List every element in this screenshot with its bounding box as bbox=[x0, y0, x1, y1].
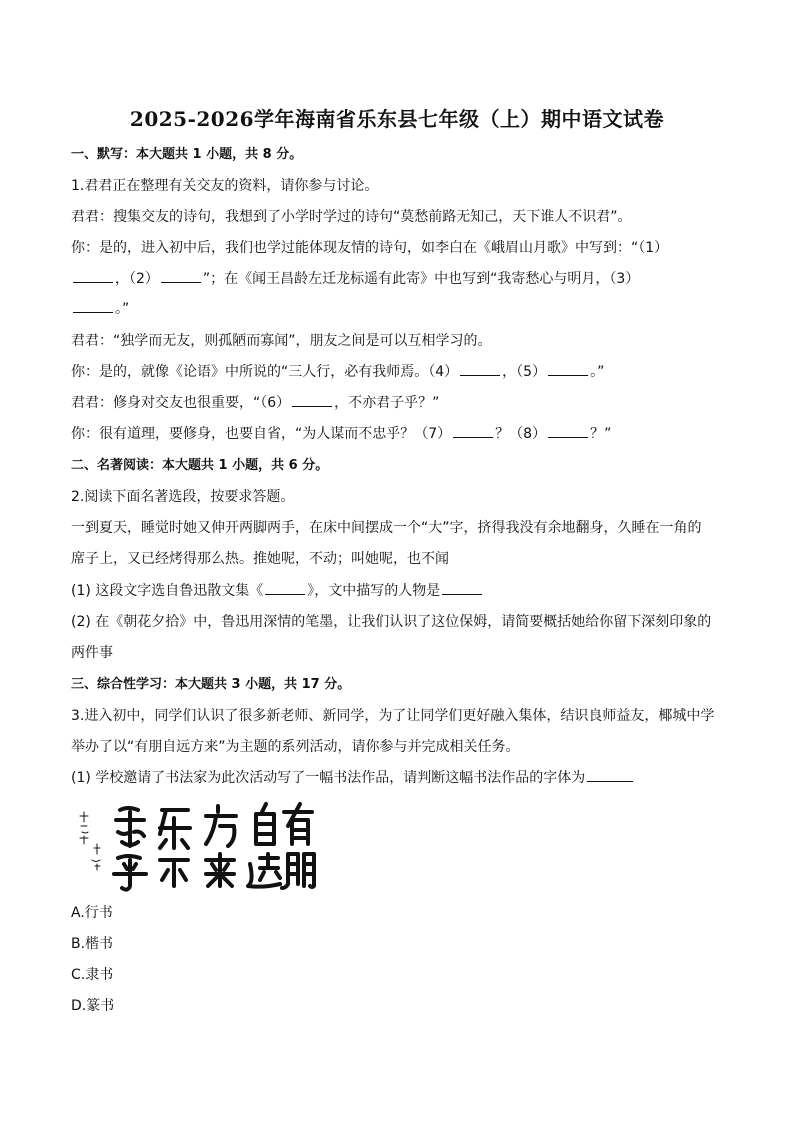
answer-blank-2[interactable] bbox=[161, 270, 201, 283]
answer-blank-5[interactable] bbox=[548, 363, 588, 376]
calligraphy-image bbox=[70, 798, 320, 894]
page-title: 2025-2026学年海南省乐东县七年级（上）期中语文试卷 bbox=[129, 107, 665, 131]
question-1-stem: 1.君君正在整理有关交友的资料，请你参与讨论。 bbox=[71, 178, 379, 194]
answer-blank-8[interactable] bbox=[548, 425, 588, 438]
q1-line-1: 君君：搜集交友的诗句，我想到了小学时学过的诗句“莫愁前路无知己，天下谁人不识君”。 bbox=[71, 209, 632, 225]
q2-sub-2-line-1: (2) 在《朝花夕拾》中，鲁迅用深情的笔墨，让我们认识了这位保姆，请简要概括她给你留下深刻印象的 bbox=[71, 614, 712, 630]
answer-blank-1[interactable] bbox=[73, 270, 113, 283]
q1-line-3: ，（2） ”；在《闻王昌龄左迁龙标遥有此寄》中也写到“我寄愁心与明月，（3） bbox=[71, 270, 639, 288]
option-c[interactable]: C.隶书 bbox=[71, 967, 114, 983]
answer-blank-6[interactable] bbox=[292, 394, 332, 407]
q2-sub-1: (1) 这段文字选自鲁迅散文集《 》，文中描写的人物是 bbox=[71, 582, 484, 600]
question-2-stem: 2.阅读下面名著选段，按要求答题。 bbox=[71, 489, 295, 505]
section-heading-1: 一、默写：本大题共 1 小题，共 8 分。 bbox=[71, 147, 303, 162]
q1-line-2: 你：是的，进入初中后，我们也学过能体现友情的诗句，如李白在《峨眉山月歌》中写到：“（1） bbox=[71, 240, 669, 256]
option-a[interactable]: A.行书 bbox=[71, 905, 113, 921]
q3-paragraph-line-2: 举办了以“有朋自远方来”为主题的系列活动，请你参与并完成相关任务。 bbox=[71, 739, 520, 755]
q2-sub-2-line-2: 两件事 bbox=[71, 645, 113, 661]
q3-paragraph-line-1: 3.进入初中，同学们认识了很多新老师、新同学，为了让同学们更好融入集体，结识良师益友，椰城中学 bbox=[71, 708, 715, 724]
q2-passage-line-1: 一到夏天，睡觉时她又伸开两脚两手，在床中间摆成一个“大”字，挤得我没有余地翻身，久睡在一角的 bbox=[71, 520, 702, 536]
q1-line-5: 君君：“独学而无友，则孤陋而寡闻”，朋友之间是可以互相学习的。 bbox=[71, 333, 492, 349]
section-heading-3: 三、综合性学习：本大题共 3 小题，共 17 分。 bbox=[71, 677, 351, 692]
section-heading-2: 二、名著阅读：本大题共 1 小题，共 6 分。 bbox=[71, 458, 329, 473]
answer-blank-3[interactable] bbox=[73, 300, 113, 313]
q1-line-6: 你：是的，就像《论语》中所说的“三人行，必有我师焉。（4） ，（5） 。” bbox=[71, 364, 605, 380]
option-b[interactable]: B.楷书 bbox=[71, 936, 114, 952]
q1-line-4: 。” bbox=[71, 300, 129, 318]
q2-passage-line-2: 席子上，又已经烤得那么热。推她呢，不动；叫她呢，也不闻 bbox=[71, 551, 449, 567]
answer-blank-person[interactable] bbox=[442, 582, 482, 595]
q1-line-8: 你：很有道理，要修身，也要自省，“为人谋而不忠乎？（7） ？（8） ？” bbox=[71, 426, 612, 442]
answer-blank-font-type[interactable] bbox=[587, 769, 633, 782]
answer-blank-7[interactable] bbox=[453, 425, 493, 438]
q3-sub-1: (1) 学校邀请了书法家为此次活动写了一幅书法作品，请判断这幅书法作品的字体为 bbox=[71, 769, 635, 787]
answer-blank-book[interactable] bbox=[265, 582, 305, 595]
q1-line-7: 君君：修身对交友也很重要，“（6） ，不亦君子乎？” bbox=[71, 395, 440, 411]
answer-blank-4[interactable] bbox=[460, 363, 500, 376]
option-d[interactable]: D.篆书 bbox=[71, 998, 115, 1014]
